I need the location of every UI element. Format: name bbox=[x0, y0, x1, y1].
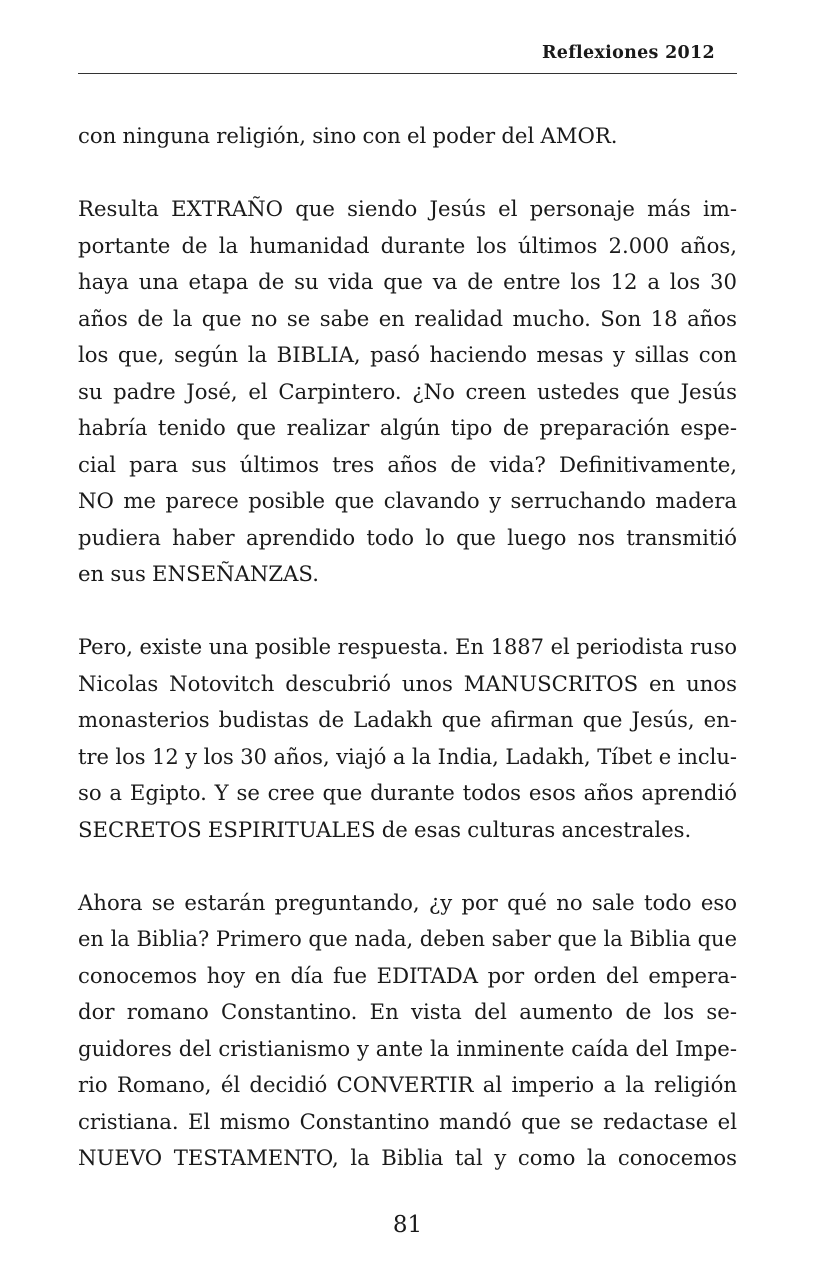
text-line: so a Egipto. Y se cree que durante todos esos años aprendió bbox=[78, 780, 737, 805]
text-line: Pero, existe una posible respuesta. En 1887 el periodista ruso bbox=[78, 635, 737, 659]
text-line: haya una etapa de su vida que va de entre los 12 a los 30 bbox=[78, 269, 737, 294]
text-line: años de la que no se sabe en realidad mucho. Son 18 años bbox=[78, 305, 737, 331]
paragraph-continuation bbox=[78, 118, 737, 155]
text-line: Nicolas Notovitch descubrió unos MANUSCRITOS en unos bbox=[78, 670, 737, 696]
text-line: Resulta EXTRAÑO que siendo Jesús el personaje más im- bbox=[78, 196, 737, 221]
text-line: SECRETOS ESPIRITUALES de esas culturas ancestrales. bbox=[78, 816, 692, 842]
text-line: cial para sus últimos tres años de vida? Definitivamente, bbox=[78, 451, 737, 477]
text-line: su padre José, el Carpintero. ¿No creen ustedes que Jesús bbox=[78, 378, 737, 404]
text-line: portante de la humanidad durante los últimos 2.000 años, bbox=[78, 232, 737, 258]
page-number: 81 bbox=[392, 1212, 423, 1238]
text-line: guidores del cristianismo y ante la inminente caída del Impe- bbox=[78, 1035, 737, 1061]
text-line: conocemos hoy en día fue EDITADA por orden del empera- bbox=[78, 962, 737, 988]
text-line: habría tenido que realizar algún tipo de preparación espe- bbox=[78, 415, 737, 440]
text-line: NO me parece posible que clavando y serruchando madera bbox=[78, 488, 737, 513]
text-line: pudiera haber aprendido todo lo que luego nos transmitió bbox=[78, 524, 737, 550]
text-line: dor romano Constantino. En vista del aumento de los se- bbox=[78, 999, 737, 1024]
text-line: tre los 12 y los 30 años, viajó a la India, Ladakh, Tíbet e inclu- bbox=[78, 744, 737, 769]
text-line: con ninguna religión, sino con el poder del AMOR. bbox=[78, 123, 618, 148]
text-line: rio Romano, él decidió CONVERTIR al imperio a la religión bbox=[78, 1072, 737, 1097]
text-line: cristiana. El mismo Constantino mandó que se redactase el bbox=[78, 1108, 737, 1134]
paragraph-jesus-missing-years bbox=[78, 191, 737, 593]
text-line: en sus ENSEÑANZAS. bbox=[78, 561, 319, 586]
running-header bbox=[78, 42, 737, 74]
text-line: monasterios budistas de Ladakh que afirman que Jesús, en- bbox=[78, 707, 737, 732]
text-line: en la Biblia? Primero que nada, deben saber que la Biblia que bbox=[78, 927, 737, 951]
body-text bbox=[78, 118, 737, 1177]
text-line: Ahora se estarán preguntando, ¿y por qué no sale todo eso bbox=[78, 889, 737, 915]
header-title: Reflexiones 2012 bbox=[541, 43, 715, 63]
paragraph-notovitch bbox=[78, 629, 737, 848]
text-line: los que, según la BIBLIA, pasó haciendo mesas y sillas con bbox=[78, 342, 737, 367]
text-line: NUEVO TESTAMENTO, la Biblia tal y como la conocemos bbox=[78, 1145, 737, 1170]
paragraph-constantino bbox=[78, 885, 737, 1177]
